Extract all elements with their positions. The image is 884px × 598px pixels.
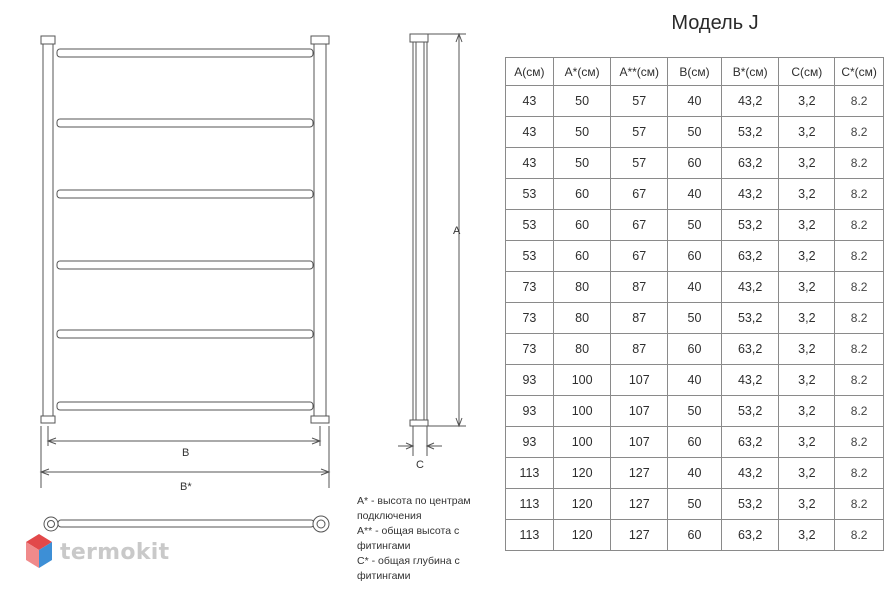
table-row xyxy=(506,303,884,334)
table-cell: 40 xyxy=(668,272,722,303)
table-cell: 40 xyxy=(668,458,722,489)
table-row xyxy=(506,86,884,117)
table-cell: 3,2 xyxy=(779,86,835,117)
table-cell: 57 xyxy=(611,117,668,148)
table-cell: 120 xyxy=(553,458,611,489)
table-cell: 3,2 xyxy=(779,210,835,241)
table-cell: 107 xyxy=(611,365,668,396)
table-cell: 3,2 xyxy=(779,334,835,365)
table-cell: 80 xyxy=(553,334,611,365)
table-cell: 3,2 xyxy=(779,458,835,489)
table-cell: 50 xyxy=(553,117,611,148)
table-cell: 43,2 xyxy=(721,179,779,210)
footnote-a-star: A* - высота по центрам подключения xyxy=(357,495,471,522)
table-cell: 53 xyxy=(506,179,554,210)
footnotes xyxy=(357,494,502,584)
table-cell: 67 xyxy=(611,241,668,272)
table-row xyxy=(506,272,884,303)
table-cell: 100 xyxy=(553,427,611,458)
table-row xyxy=(506,117,884,148)
table-cell: 53 xyxy=(506,210,554,241)
table-cell: 73 xyxy=(506,334,554,365)
table-cell: 8.2 xyxy=(835,303,884,334)
table-cell: 113 xyxy=(506,458,554,489)
table-cell: 107 xyxy=(611,427,668,458)
table-cell: 8.2 xyxy=(835,365,884,396)
table-cell: 8.2 xyxy=(835,272,884,303)
model-title: Модель J xyxy=(671,12,759,34)
table-cell: 100 xyxy=(553,365,611,396)
table-cell: 63,2 xyxy=(721,334,779,365)
table-row xyxy=(506,427,884,458)
table-cell: 3,2 xyxy=(779,303,835,334)
column-header: B(см) xyxy=(668,58,722,86)
table-cell: 60 xyxy=(668,241,722,272)
table-cell: 60 xyxy=(553,241,611,272)
column-header: A**(см) xyxy=(611,58,668,86)
top-view xyxy=(44,516,329,532)
table-row xyxy=(506,148,884,179)
table-cell: 8.2 xyxy=(835,396,884,427)
table-row xyxy=(506,520,884,551)
table-cell: 93 xyxy=(506,365,554,396)
table-cell: 3,2 xyxy=(779,520,835,551)
table-cell: 73 xyxy=(506,272,554,303)
table-cell: 67 xyxy=(611,179,668,210)
table-cell: 8.2 xyxy=(835,489,884,520)
table-row xyxy=(506,210,884,241)
table-cell: 120 xyxy=(553,489,611,520)
table-cell: 53,2 xyxy=(721,303,779,334)
table-cell: 50 xyxy=(553,148,611,179)
table-cell: 8.2 xyxy=(835,241,884,272)
table-cell: 53,2 xyxy=(721,210,779,241)
table-cell: 8.2 xyxy=(835,148,884,179)
table-cell: 73 xyxy=(506,303,554,334)
table-cell: 43,2 xyxy=(721,365,779,396)
column-header: A*(см) xyxy=(553,58,611,86)
table-cell: 43,2 xyxy=(721,458,779,489)
table-cell: 40 xyxy=(668,365,722,396)
table-row xyxy=(506,396,884,427)
table-cell: 60 xyxy=(668,427,722,458)
column-header: B*(см) xyxy=(721,58,779,86)
table-cell: 120 xyxy=(553,520,611,551)
termokit-logo xyxy=(24,532,169,572)
table-cell: 8.2 xyxy=(835,520,884,551)
table-cell: 3,2 xyxy=(779,427,835,458)
table-row xyxy=(506,241,884,272)
table-cell: 53 xyxy=(506,241,554,272)
dimensions-table xyxy=(505,57,884,551)
table-row xyxy=(506,489,884,520)
table-cell: 60 xyxy=(668,520,722,551)
table-cell: 40 xyxy=(668,86,722,117)
dimension-label-b-star: B* xyxy=(180,481,192,493)
table-row xyxy=(506,458,884,489)
table-cell: 43 xyxy=(506,148,554,179)
table-cell: 3,2 xyxy=(779,179,835,210)
table-cell: 50 xyxy=(553,86,611,117)
table-cell: 8.2 xyxy=(835,179,884,210)
table-cell: 80 xyxy=(553,303,611,334)
logo-text: termokit xyxy=(60,539,170,565)
table-cell: 57 xyxy=(611,148,668,179)
table-cell: 43,2 xyxy=(721,86,779,117)
table-cell: 63,2 xyxy=(721,520,779,551)
table-cell: 8.2 xyxy=(835,117,884,148)
table-cell: 60 xyxy=(553,210,611,241)
table-cell: 87 xyxy=(611,334,668,365)
table-cell: 43 xyxy=(506,117,554,148)
table-cell: 50 xyxy=(668,489,722,520)
table-row xyxy=(506,179,884,210)
dimension-label-a: A xyxy=(453,225,461,237)
table-cell: 3,2 xyxy=(779,365,835,396)
side-view xyxy=(398,34,466,456)
table-cell: 67 xyxy=(611,210,668,241)
table-header-row xyxy=(506,58,884,86)
table-cell: 53,2 xyxy=(721,489,779,520)
dimension-label-b: B xyxy=(182,447,190,459)
table-cell: 113 xyxy=(506,489,554,520)
table-cell: 127 xyxy=(611,520,668,551)
table-cell: 50 xyxy=(668,396,722,427)
table-cell: 43 xyxy=(506,86,554,117)
footnote-c-star: C* - общая глубина с фитингами xyxy=(357,555,460,582)
table-cell: 3,2 xyxy=(779,241,835,272)
table-cell: 113 xyxy=(506,520,554,551)
table-cell: 3,2 xyxy=(779,489,835,520)
table-cell: 60 xyxy=(668,148,722,179)
table-cell: 3,2 xyxy=(779,117,835,148)
table-cell: 3,2 xyxy=(779,272,835,303)
table-cell: 8.2 xyxy=(835,427,884,458)
table-cell: 50 xyxy=(668,210,722,241)
table-cell: 93 xyxy=(506,427,554,458)
footnote-a-double-star: A** - общая высота с фитингами xyxy=(357,525,460,552)
table-row xyxy=(506,365,884,396)
table-cell: 50 xyxy=(668,117,722,148)
table-cell: 53,2 xyxy=(721,396,779,427)
table-cell: 100 xyxy=(553,396,611,427)
column-header: C*(см) xyxy=(835,58,884,86)
table-cell: 63,2 xyxy=(721,241,779,272)
table-cell: 50 xyxy=(668,303,722,334)
table-cell: 8.2 xyxy=(835,334,884,365)
table-cell: 87 xyxy=(611,272,668,303)
table-cell: 3,2 xyxy=(779,396,835,427)
table-cell: 3,2 xyxy=(779,148,835,179)
table-cell: 87 xyxy=(611,303,668,334)
logo-cube-icon xyxy=(24,532,54,572)
table-cell: 127 xyxy=(611,489,668,520)
table-cell: 63,2 xyxy=(721,427,779,458)
table-cell: 8.2 xyxy=(835,458,884,489)
table-cell: 53,2 xyxy=(721,117,779,148)
table-cell: 93 xyxy=(506,396,554,427)
front-view xyxy=(41,36,329,488)
table-cell: 57 xyxy=(611,86,668,117)
table-row xyxy=(506,334,884,365)
table-cell: 43,2 xyxy=(721,272,779,303)
dimension-label-c: C xyxy=(416,459,424,471)
table-cell: 40 xyxy=(668,179,722,210)
table-cell: 60 xyxy=(668,334,722,365)
table-cell: 8.2 xyxy=(835,210,884,241)
table-cell: 107 xyxy=(611,396,668,427)
column-header: A(см) xyxy=(506,58,554,86)
table-cell: 127 xyxy=(611,458,668,489)
table-cell: 8.2 xyxy=(835,86,884,117)
column-header: C(см) xyxy=(779,58,835,86)
table-cell: 60 xyxy=(553,179,611,210)
table-cell: 80 xyxy=(553,272,611,303)
table-cell: 63,2 xyxy=(721,148,779,179)
